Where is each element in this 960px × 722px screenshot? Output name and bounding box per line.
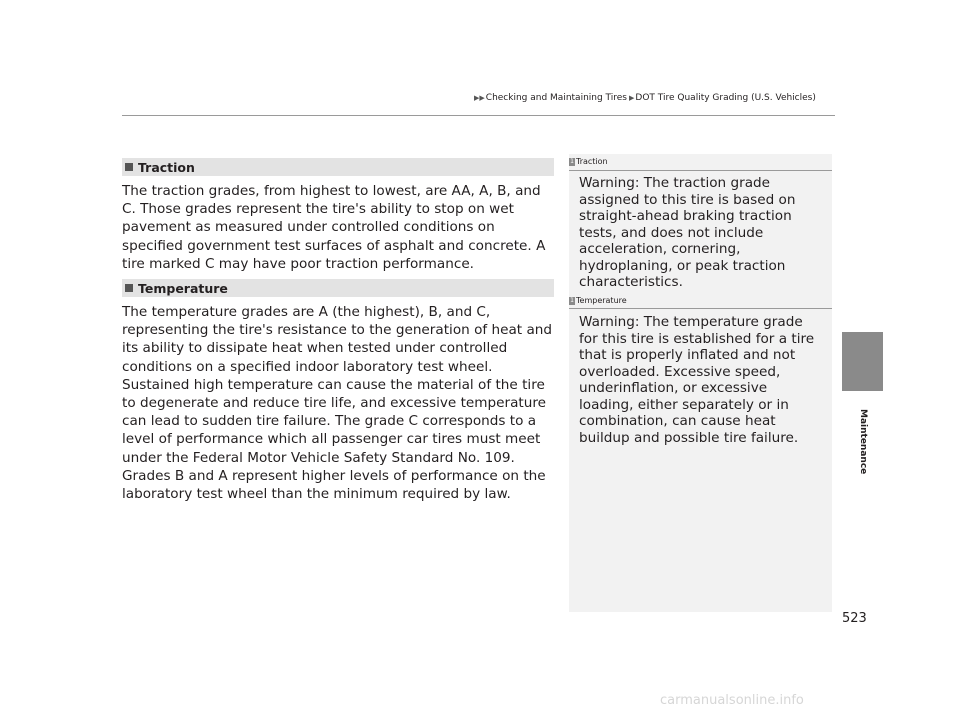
note-label-temperature xyxy=(569,296,627,305)
breadcrumb xyxy=(474,93,816,103)
breadcrumb-arrow-icon: ▶▶ xyxy=(474,94,485,102)
traction-heading xyxy=(122,158,554,176)
temperature-body: The temperature grades are A (the highest), B, and C, representing the tire's resistance to the generation of heat and its ability to dissipate heat when tested under controlled conditions on a specified indoor laboratory test wheel. Sustained high temperature can cause the material of the tire to degenerate and reduce tire life, and excessive temperature can lead to sudden tire failure. The grade C corresponds to a level of performance which all passenger car tires must meet under the Federal Motor Vehicle Safety Standard No. 109. Grades B and A represent higher levels of performance on the laboratory test wheel than the minimum required by law. xyxy=(122,304,553,503)
note-label-traction xyxy=(569,157,608,166)
traction-body: The traction grades, from highest to lowest, are AA, A, B, and C. Those grades represent the tire's ability to stop on wet pavement as measured under controlled conditions on specified government test surfaces of asphalt and concrete. A tire marked C may have poor traction performance. xyxy=(122,183,546,272)
chapter-label: Maintenance xyxy=(858,409,868,475)
note-marker-icon: 1 xyxy=(570,157,574,165)
header-rule xyxy=(122,115,835,116)
square-bullet-icon xyxy=(125,284,133,292)
note-label-temperature-text: Temperature xyxy=(576,296,627,305)
breadcrumb-item-dot-grading: DOT Tire Quality Grading (U.S. Vehicles) xyxy=(635,93,816,103)
note-text-temperature: Warning: The temperature grade for this tire is established for a tire that is properly inflated and not overloaded. Excessive speed, underinflation, or excessive loading, either separately or in combination, can cause heat buildup and possible tire failure. xyxy=(579,314,815,446)
note-marker-icon: 1 xyxy=(570,296,574,304)
breadcrumb-arrow-icon: ▶ xyxy=(629,94,635,102)
temperature-heading xyxy=(122,279,554,297)
temperature-heading-text: Temperature xyxy=(138,280,228,296)
traction-heading-text: Traction xyxy=(138,159,195,175)
breadcrumb-item-tires: Checking and Maintaining Tires xyxy=(485,93,627,103)
chapter-tab xyxy=(842,332,883,391)
note-rule xyxy=(569,170,832,171)
page-number: 523 xyxy=(842,611,867,626)
watermark: carmanualsonline.info xyxy=(660,693,804,708)
note-rule xyxy=(569,308,832,309)
note-text-traction: Warning: The traction grade assigned to this tire is based on straight-ahead braking traction tests, and does not include acceleration, cornering, hydroplaning, or peak traction characteristics. xyxy=(579,175,796,290)
note-label-traction-text: Traction xyxy=(576,157,608,166)
square-bullet-icon xyxy=(125,163,133,171)
